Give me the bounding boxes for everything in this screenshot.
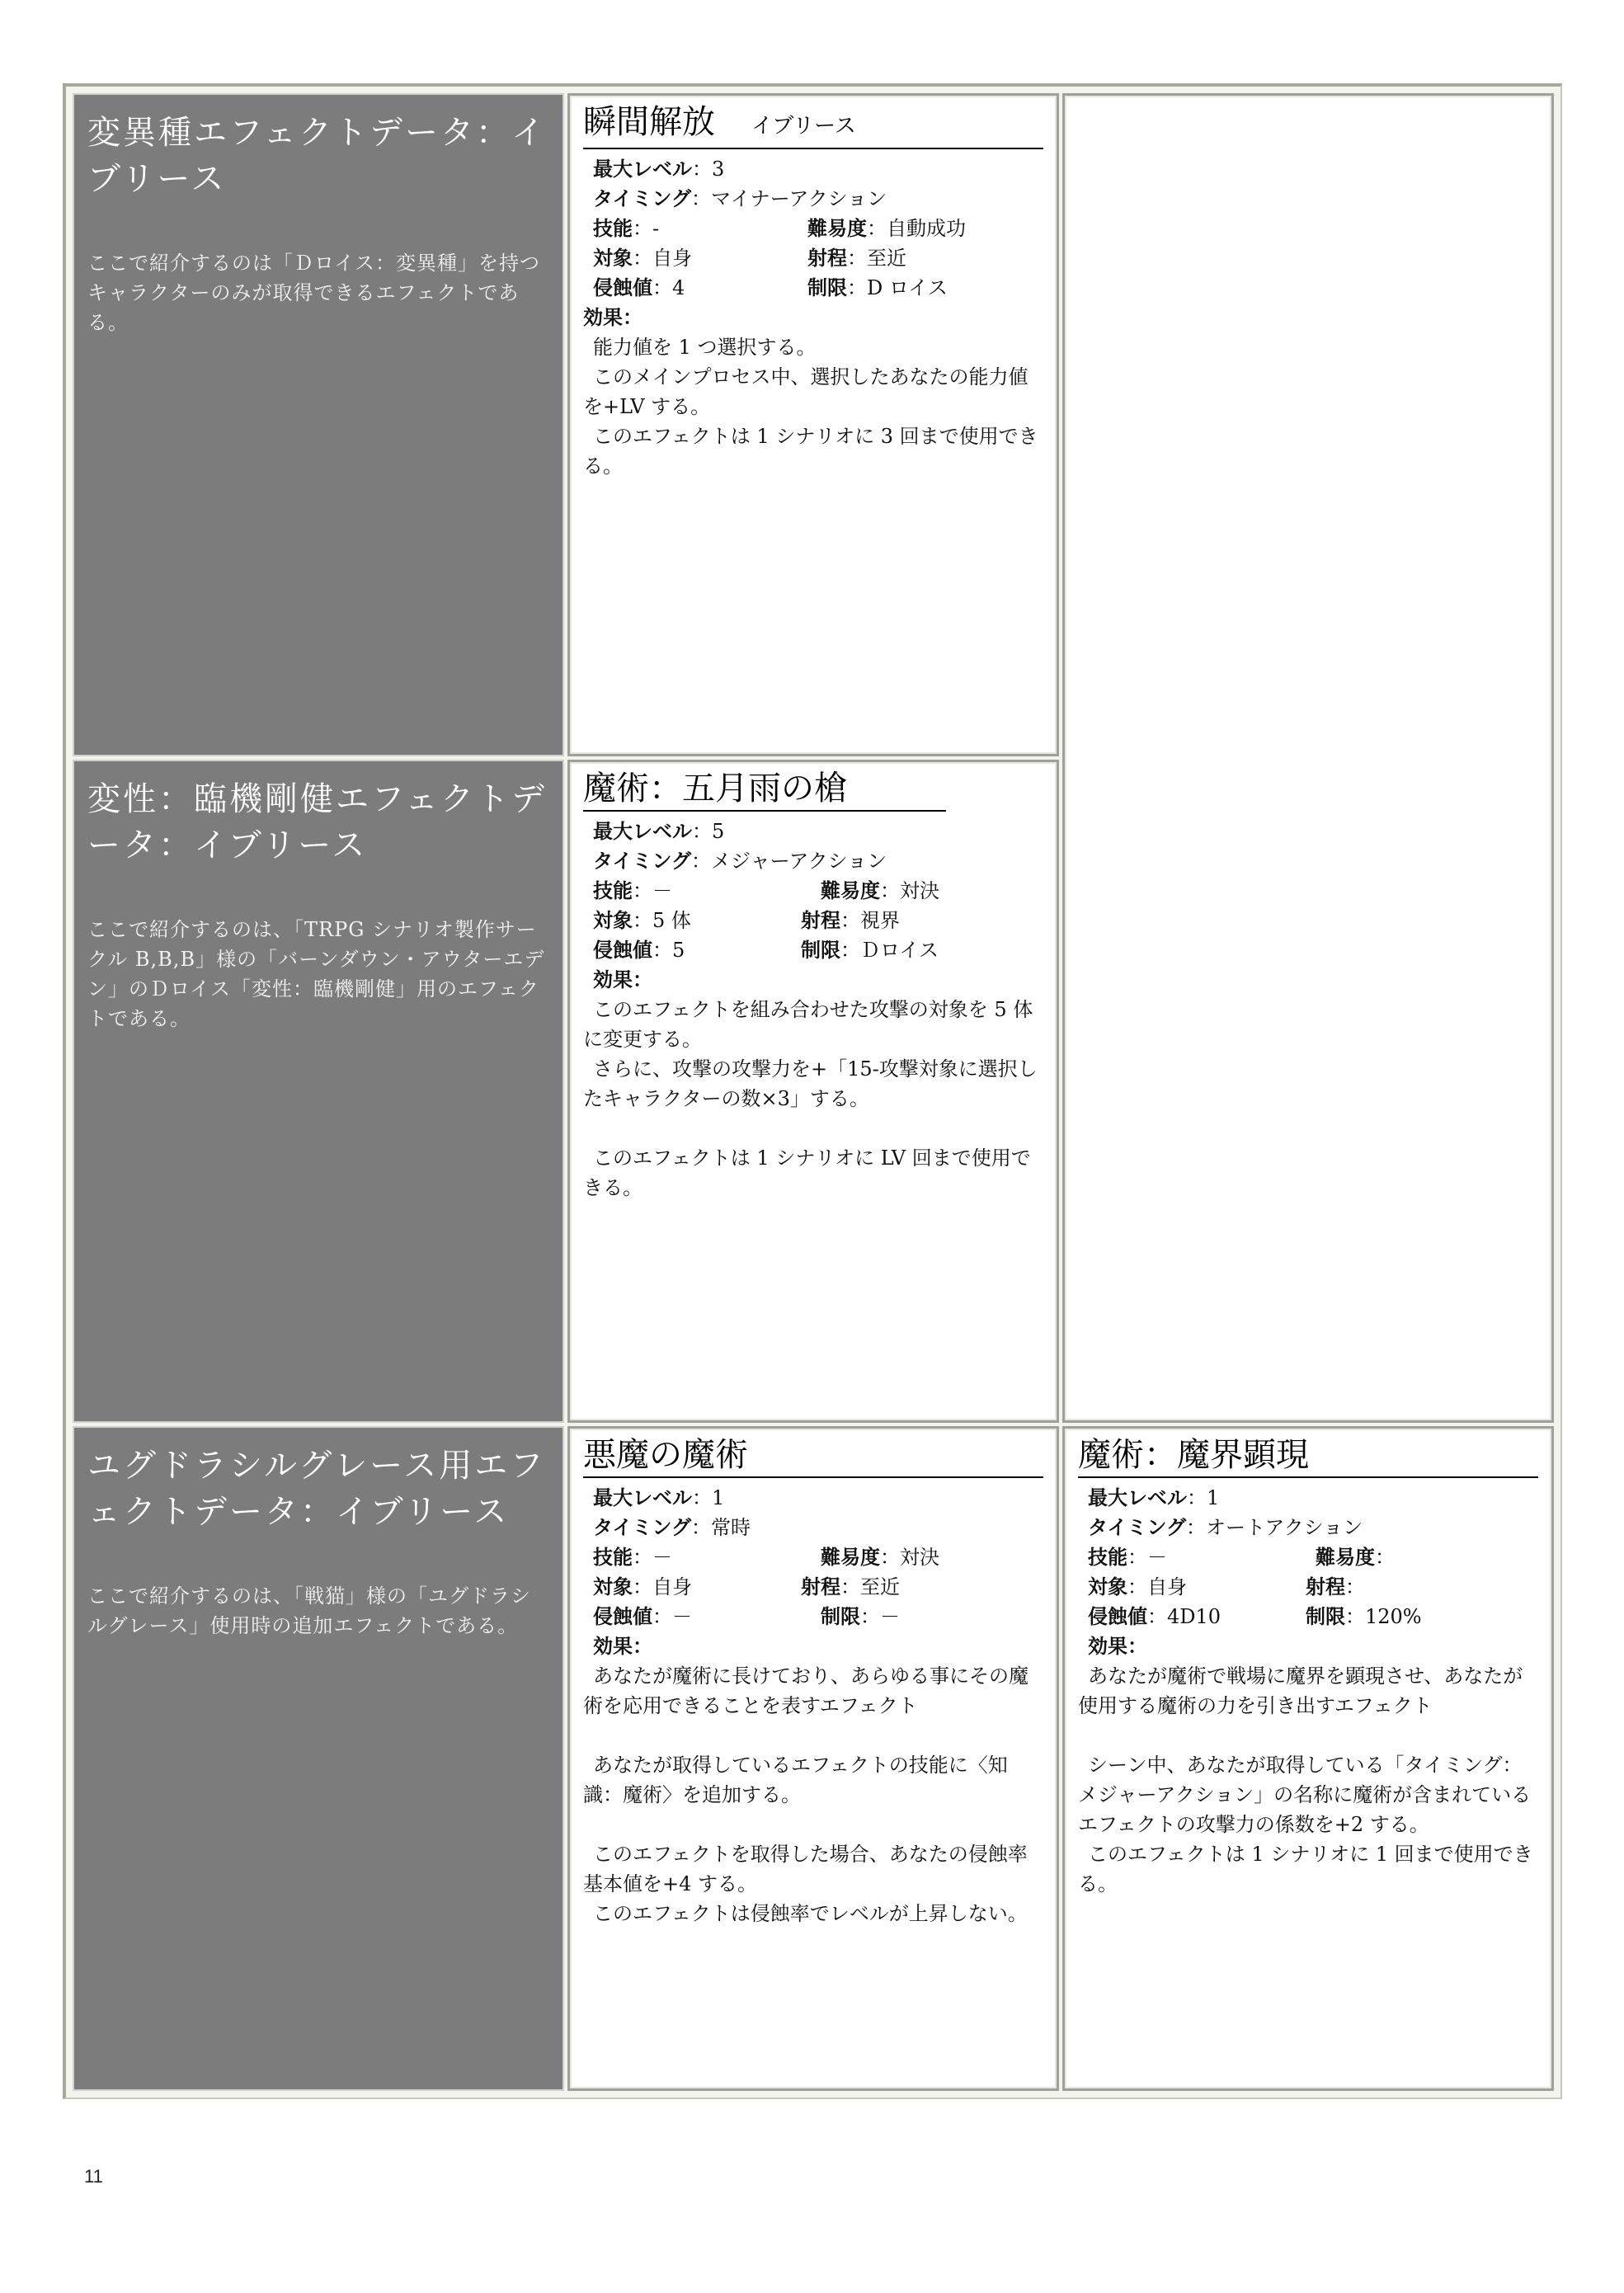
effect-subtitle: イブリース xyxy=(751,114,856,139)
effect-title: 魔術：魔界顕現 xyxy=(1078,1435,1538,1478)
effect-stats: 最大レベル：5 タイミング：メジャーアクション 技能：－ 難易度：対決 対象：5 体 射程：視界 侵蝕値：5 制限：Ｄロイス xyxy=(593,820,939,962)
page-number: 11 xyxy=(84,2166,103,2187)
section-intro xyxy=(73,760,564,1423)
section-description: ここで紹介するのは「Ｄロイス：変異種」を持つキャラクターのみが取得できるエフェクトである。 xyxy=(87,252,541,334)
effect-card xyxy=(1062,1426,1554,2091)
effect-title: 魔術：五月雨の槍 xyxy=(583,769,946,812)
section-intro xyxy=(73,1426,564,2091)
section-title: 変性：臨機剛健エフェクトデータ：イブリース xyxy=(87,780,547,864)
effect-body: 効果： このエフェクトを組み合わせた攻撃の対象を 5 体に変更する。 さらに、攻撃の攻撃力を+「15-攻撃対象に選択したキャラクターの数×3」する。 このエフェクトは 1 シナリオに LV 回まで使用できる。 xyxy=(583,968,1038,1199)
effect-title: 悪魔の魔術 xyxy=(583,1435,1043,1478)
section-description: ここで紹介するのは、「TRPG シナリオ製作サークル B,B,B」様の「バーンダウン・アウターエデン」のＤロイス「変性：臨機剛健」用のエフェクトである。 xyxy=(87,918,545,1030)
section-title: ユグドラシルグレース用エフェクトデータ：イブリース xyxy=(87,1447,546,1531)
effect-title: 瞬間解放 イブリース xyxy=(583,102,1043,149)
effect-table xyxy=(63,83,1562,2099)
table-row xyxy=(66,1426,1560,2091)
effect-body: 効果： 能力値を 1 つ選択する。 このメインプロセス中、選択したあなたの能力値を+LV する。 このエフェクトは 1 シナリオに 3 回まで使用できる。 xyxy=(583,306,1038,478)
section-title: 変異種エフェクトデータ：イブリース xyxy=(87,114,547,198)
effect-card xyxy=(567,93,1059,756)
table-row xyxy=(66,760,1560,1423)
effect-stats: 最大レベル：1 タイミング：オートアクション 技能：－ 難易度： 対象：自身 射程： 侵蝕値：4D10 制限：120% xyxy=(1088,1486,1422,1628)
effect-body: 効果： あなたが魔術に長けており、あらゆる事にその魔術を応用できることを表すエフェクト あなたが取得しているエフェクトの技能に〈知識：魔術〉を追加する。 このエフェクトを取得した場合、あなたの侵蝕率基本値を+4 する。 このエフェクトは侵蝕率でレベルが上昇しない。 xyxy=(583,1635,1029,1925)
effect-stats: 最大レベル：3 タイミング：マイナーアクション 技能：- 難易度：自動成功 対象：自身 射程：至近 侵蝕値：4 制限：D ロイス xyxy=(593,158,966,299)
section-intro xyxy=(73,93,564,756)
section-description: ここで紹介するのは、「戦猫」様の「ユグドラシルグレース」使用時の追加エフェクトである。 xyxy=(87,1584,531,1637)
effect-card xyxy=(567,1426,1059,2091)
effect-body: 効果： あなたが魔術で戦場に魔界を顕現させ、あなたが使用する魔術の力を引き出すエフェクト シーン中、あなたが取得している「タイミング：メジャーアクション」の名称に魔術が含まれているエフェクトの攻撃力の係数を+2 する。 このエフェクトは 1 シナリオに 1 回まで使用できる。 xyxy=(1078,1635,1533,1895)
effect-stats: 最大レベル：1 タイミング：常時 技能：－ 難易度：対決 対象：自身 射程：至近 侵蝕値：－ 制限：－ xyxy=(593,1486,939,1628)
effect-card xyxy=(567,760,1059,1423)
